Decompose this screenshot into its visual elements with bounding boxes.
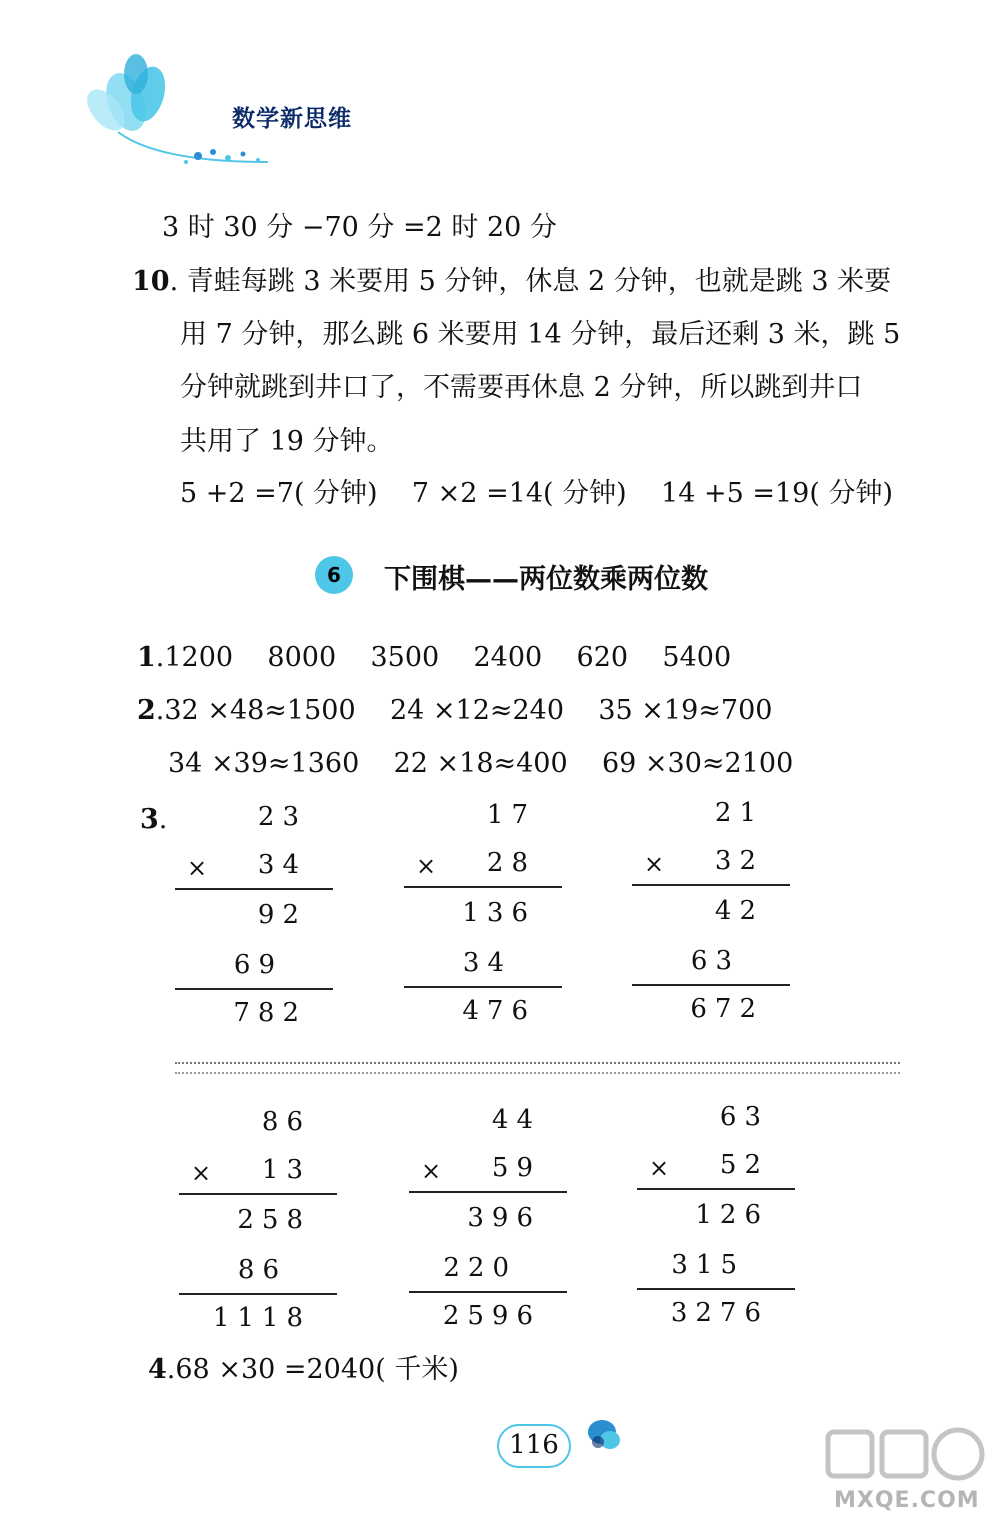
multiplier: 34 [257, 850, 307, 880]
multiplier: 59 [491, 1153, 541, 1183]
multiplication-sign: × [187, 854, 208, 882]
calc-rule [409, 1291, 567, 1293]
calc-rule [637, 1188, 795, 1190]
product-result: 476 [462, 996, 536, 1026]
partial-product-2: 34 [462, 948, 512, 978]
multiplicand: 63 [719, 1102, 769, 1132]
vertical-multiplication [637, 1098, 797, 1338]
product-result: 3276 [670, 1298, 769, 1328]
partial-product-1: 136 [462, 898, 536, 928]
calc-rule [637, 1288, 795, 1290]
page-number-badge [497, 1424, 569, 1466]
q9-answer-tail: 3 时 30 分 −70 分 =2 时 20 分 [162, 212, 557, 243]
vertical-multiplication [409, 1101, 569, 1341]
vertical-multiplication [404, 796, 564, 1036]
multiplicand: 23 [257, 802, 307, 832]
q1-text: .1200 8000 3500 2400 620 5400 [155, 642, 732, 673]
q10-text-1: . 青蛙每跳 3 米要用 5 分钟，休息 2 分钟，也就是跳 3 米要 [169, 266, 892, 297]
q10-line-3: 分钟就跳到井口了，不需要再休息 2 分钟，所以跳到井口 [180, 372, 863, 403]
q10-formulas: 5 +2 =7( 分钟) 7 ×2 =14( 分钟) 14 +5 =19( 分钟) [180, 478, 893, 509]
watermark-icon [820, 1418, 1000, 1488]
watermark-text: MXQE.COM [834, 1488, 980, 1513]
multiplier: 32 [714, 846, 764, 876]
partial-product-1: 126 [695, 1200, 769, 1230]
product-result: 672 [690, 994, 764, 1024]
partial-product-1: 42 [714, 896, 764, 926]
vertical-multiplication [175, 798, 335, 1038]
dotted-separator [175, 1062, 900, 1074]
product-result: 2596 [442, 1301, 541, 1331]
calc-rule [404, 986, 562, 988]
vertical-multiplication [632, 794, 792, 1034]
product-result: 1118 [212, 1303, 311, 1333]
calc-rule [179, 1293, 337, 1295]
calc-rule [175, 988, 333, 990]
product-result: 782 [233, 998, 307, 1028]
q4-line [148, 1356, 459, 1383]
multiplication-sign: × [191, 1159, 212, 1187]
q3-number: 3 [140, 804, 159, 835]
footer-flower-icon [580, 1410, 630, 1460]
section-title: 下围棋——两位数乘两位数 [384, 564, 708, 595]
partial-product-2: 86 [237, 1255, 287, 1285]
q4-text: .68 ×30 =2040( 千米) [166, 1354, 459, 1385]
q4-number: 4 [148, 1354, 167, 1385]
multiplication-sign: × [649, 1154, 670, 1182]
book-title: 数学新思维 [232, 106, 352, 132]
q2-text-1: .32 ×48≈1500 24 ×12≈240 35 ×19≈700 [155, 695, 773, 726]
watermark-logo [820, 1418, 1000, 1527]
calc-rule [179, 1193, 337, 1195]
multiplication-sign: × [644, 850, 665, 878]
multiplicand: 44 [491, 1105, 541, 1135]
multiplier: 52 [719, 1150, 769, 1180]
q2-line-2: 34 ×39≈1360 22 ×18≈400 69 ×30≈2100 [168, 748, 794, 779]
partial-product-1: 396 [467, 1203, 541, 1233]
calc-rule [632, 984, 790, 986]
calc-rule [404, 886, 562, 888]
calc-rule [175, 888, 333, 890]
multiplication-sign: × [416, 852, 437, 880]
q2-line-1 [137, 697, 772, 724]
q1-line [137, 644, 731, 671]
section-number-badge: 6 [315, 556, 353, 594]
q1-number: 1 [137, 642, 156, 673]
partial-product-2: 69 [233, 950, 283, 980]
calc-rule [409, 1191, 567, 1193]
multiplier: 13 [261, 1155, 311, 1185]
q10-number: 10 [132, 266, 170, 297]
vertical-multiplication [179, 1103, 339, 1343]
q10-line-4: 共用了 19 分钟。 [180, 426, 394, 457]
calc-rule [632, 884, 790, 886]
partial-product-2: 63 [690, 946, 740, 976]
multiplicand: 17 [486, 800, 536, 830]
q2-number: 2 [137, 695, 156, 726]
q10-line-1 [132, 268, 891, 295]
multiplicand: 86 [261, 1107, 311, 1137]
multiplication-sign: × [421, 1157, 442, 1185]
page-number: 116 [509, 1430, 559, 1460]
partial-product-1: 92 [257, 900, 307, 930]
q3-label: 3. [140, 804, 168, 835]
partial-product-2: 220 [443, 1253, 517, 1283]
partial-product-2: 315 [671, 1250, 745, 1280]
q10-line-2: 用 7 分钟，那么跳 6 米要用 14 分钟，最后还剩 3 米，跳 5 [180, 319, 901, 350]
multiplier: 28 [486, 848, 536, 878]
multiplicand: 21 [714, 798, 764, 828]
partial-product-1: 258 [237, 1205, 311, 1235]
